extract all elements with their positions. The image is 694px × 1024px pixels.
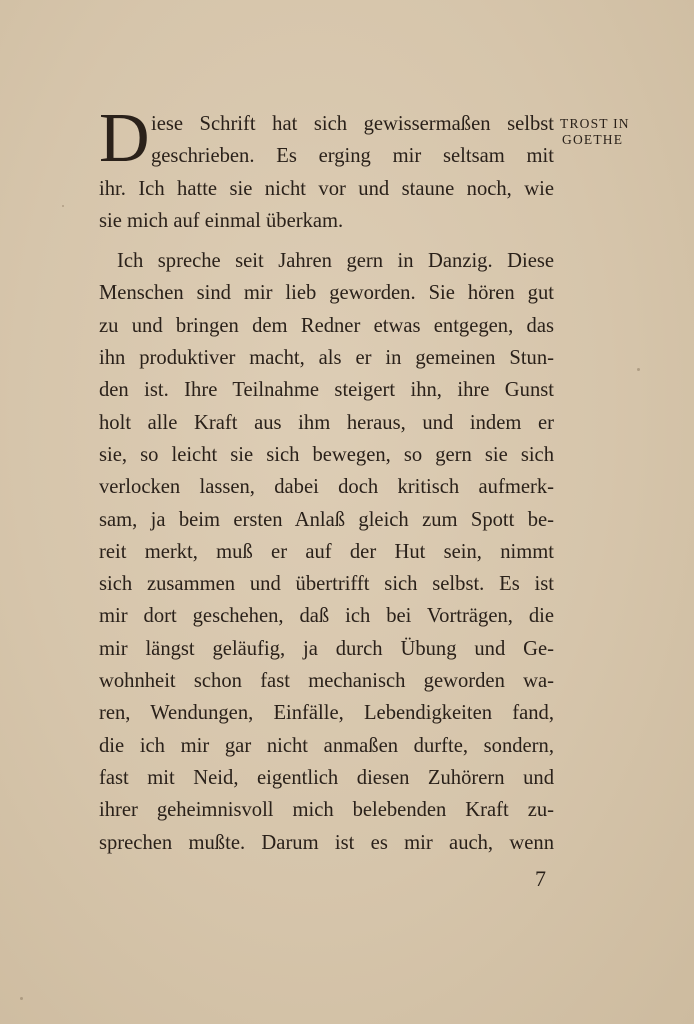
text-line: geschrieben. Es erging mir seltsam mit [151,145,554,168]
text-line: mir längst geläufig, ja durch Übung und Ge- [99,637,554,660]
text-line: sam, ja beim ersten Anlaß gleich zum Spott be- [99,508,554,531]
text-line: mir dort geschehen, daß ich bei Vorträgen, die [99,605,554,628]
text-line: sie, so leicht sie sich bewegen, so gern sie sich [99,443,554,466]
drop-cap: D [99,100,150,177]
text-line: sie mich auf einmal überkam. [99,209,344,232]
text-line: reit merkt, muß er auf der Hut sein, nimmt [99,540,554,563]
text-line: ihrer geheimnisvoll mich belebenden Kraft zu- [99,799,554,822]
text-line: Ich spreche seit Jahren gern in Danzig. Diese [117,250,554,273]
text-line: holt alle Kraft aus ihm heraus, und indem er [99,411,554,434]
paper-speck [20,997,23,1000]
text-line: ren, Wendungen, Einfälle, Lebendigkeiten fand, [99,702,554,725]
text-line: ihn produktiver macht, als er in gemeinen Stun- [99,347,554,370]
margin-note-line-1: TROST IN [560,116,630,131]
page-number: 7 [535,866,546,891]
paper-speck [637,368,640,371]
body-text [99,100,554,859]
margin-note-line-2: GOETHE [562,132,624,147]
text-line: sprechen mußte. Darum ist es mir auch, wenn [99,831,554,854]
text-line: sich zusammen und übertrifft sich selbst. Es ist [99,573,554,596]
text-line: die ich mir gar nicht anmaßen durfte, sondern, [99,734,554,757]
text-line: verlocken lassen, dabei doch kritisch aufmerk- [99,476,554,499]
text-line: zu und bringen dem Redner etwas entgegen, das [99,314,554,337]
text-line: ihr. Ich hatte sie nicht vor und staune noch, wie [99,177,554,200]
margin-note [560,116,630,148]
paper-speck [62,205,64,207]
paragraph-1 [99,100,554,237]
paragraph-2 [99,245,554,859]
text-line: iese Schrift hat sich gewissermaßen selbst [151,113,554,135]
text-line: wohnheit schon fast mechanisch geworden wa- [99,670,554,693]
text-line: fast mit Neid, eigentlich diesen Zuhörern und [99,766,554,789]
text-line: den ist. Ihre Teilnahme steigert ihn, ihre Gunst [99,379,554,402]
text-line: Menschen sind mir lieb geworden. Sie hören gut [99,282,554,305]
